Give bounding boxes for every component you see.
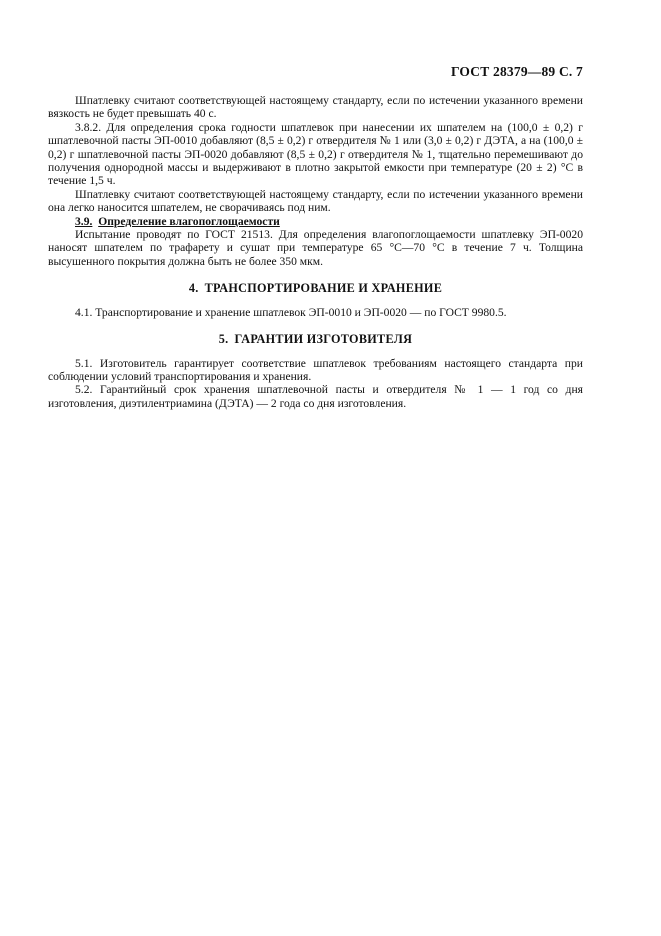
section-title: ГАРАНТИИ ИЗГОТОВИТЕЛЯ bbox=[234, 332, 413, 347]
paragraph: 4.1. Транспортирование и хранение шпатлевок ЭП-0010 и ЭП-0020 — по ГОСТ 9980.5. bbox=[75, 305, 507, 319]
subsection-number: 3.9. bbox=[75, 214, 93, 228]
paragraph: Шпатлевку считают соответствующей настоящему стандарту, если по истечении указанного времени вязкость не будет превышать 40 с. bbox=[48, 94, 583, 121]
subsection-title: Определение влагопоглощаемости bbox=[98, 214, 280, 228]
section-heading-5 bbox=[48, 333, 583, 346]
subsection-heading bbox=[48, 215, 583, 228]
section-number: 4. bbox=[188, 281, 199, 296]
section-title: ТРАНСПОРТИРОВАНИЕ И ХРАНЕНИЕ bbox=[204, 281, 443, 296]
section-heading-4 bbox=[48, 282, 583, 295]
paragraph: Испытание проводят по ГОСТ 21513. Для определения влагопоглощаемости шпатлевку ЭП-0020 наносят шпателем по трафарету и сушат при температуре 65 °С—70 °С в течение 7 ч. Толщина высушенного покрытия должна быть не более 350 мкм. bbox=[48, 228, 583, 268]
paragraph: 5.2. Гарантийный срок хранения шпатлевочной пасты и отвердителя № 1 — 1 год со дня изготовления, диэтилентриамина (ДЭТА) — 2 года со дня изготовления. bbox=[48, 383, 583, 410]
paragraph: 3.8.2. Для определения срока годности шпатлевок при нанесении их шпателем на (100,0 ± 0,2) г шпатлевочной пасты ЭП-0010 добавляют (8,5 ± 0,2) г отвердителя № 1 или (3,0 ± 0,2) г ДЭТА, а на (100,0 ± 0,2) г шпатлевочной пасты ЭП-0020 добавляют (8,5 ± 0,2) г отвердителя № 1, тщательно перемешивают до получения однородной массы и выдерживают в плотно закрытой емкости при температуре (20 ± 2) °С в течение 1,5 ч. bbox=[48, 120, 583, 188]
page-header: ГОСТ 28379—89 С. 7 bbox=[450, 64, 583, 79]
paragraph: Шпатлевку считают соответствующей настоящему стандарту, если по истечении указанного времени она легко наносится шпателем, не сворачиваясь под ним. bbox=[48, 187, 583, 215]
paragraph: 5.1. Изготовитель гарантирует соответствие шпатлевок требованиям настоящего стандарта при соблюдении условий транспортирования и хранения. bbox=[48, 356, 583, 383]
section-number: 5. bbox=[218, 332, 229, 347]
page-content bbox=[48, 94, 583, 410]
